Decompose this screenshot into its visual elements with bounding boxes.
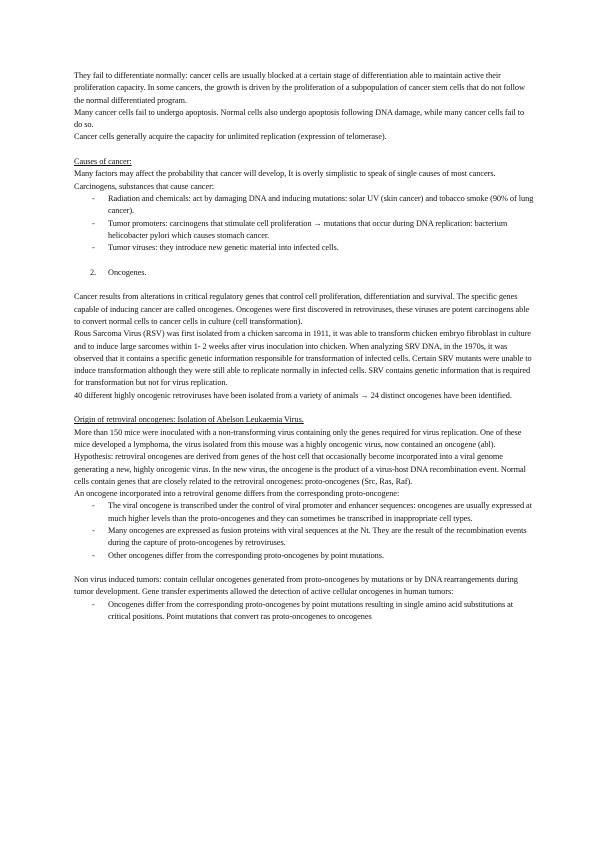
list-item: - Oncogenes differ from the corresponding proto-oncogenes by point mutations resulting in single amino acid substitutions at critical positions. Point mutations that convert ras proto-oncogenes to oncogenes (74, 599, 534, 624)
causes-list (74, 193, 534, 254)
origin-paragraph-3: An oncogene incorporated into a retroviral genome differs from the corresponding proto-oncogene: (74, 489, 400, 499)
list-item: - The viral oncogene is transcribed under the control of viral promoter and enhancer sequences: oncogenes are usually expressed at much higher levels than the proto-oncogenes and they can sometimes be transcribed in inappropriate cell types. (74, 500, 534, 525)
intro-paragraph-3: Cancer cells generally acquire the capacity for unlimited replication (expression of telomerase). (74, 132, 387, 142)
causes-text: Many factors may affect the probability that cancer will develop, It is overly simplistic to speak of single causes of most cancers. Carcinogens, substances that cause cancer: (74, 169, 496, 191)
section-title: Oncogenes. (108, 267, 147, 277)
intro-paragraph-1: They fail to differentiate normally: cancer cells are usually blocked at a certain stage of differentiation able to maintain active their proliferation capacity. In some cancers, the growth is driven by the proliferation of a subpopulation of cancer stem cells that do not follow the normal differentiated program. (74, 71, 525, 105)
causes-heading: Causes of cancer: (74, 157, 132, 167)
nonvirus-list (74, 599, 534, 624)
list-item: - Other oncogenes differ from the corresponding proto-oncogenes by point mutations. (74, 550, 534, 562)
oncogenes-paragraph-2: Rous Sarcoma Virus (RSV) was first isolated from a chicken sarcoma in 1911, it was able to transform chicken embryo fibroblast in culture and to induce large sarcomes within 1- 2 weeks after virus inoculation into chicken. When analyzing SRV DNA, in the 1970s, it was observed that it contains a specific genetic information responsible for transformation of infected cells. Certain SRV mutants were unable to induce transformation although they were still able to replicate normally in infected cells. SRV contains genetic information that is required for transformation but not for virus replication. (74, 329, 532, 388)
oncogenes-paragraph-1: Cancer results from alterations in critical regulatory genes that control cell proliferation, differentiation and survival. The specific genes capable of inducing cancer are called oncogenes. Oncogenes were first discovered in retroviruses, these viruses are potent carcinogens able to convert normal cells to cancer cells in culture (cell transformation). (74, 292, 530, 326)
section-number: 2. (90, 267, 97, 277)
origin-list (74, 500, 534, 561)
origin-heading: Origin of retroviral oncogenes: Isolation of Abelson Leukaemia Virus. (74, 415, 304, 425)
document-page (74, 70, 534, 623)
list-item: - Many oncogenes are expressed as fusion proteins with viral sequences at the Nt. They are the result of the recombination events during the capture of proto-oncogenes by retroviruses. (74, 525, 534, 550)
oncogenes-section-title (74, 267, 534, 279)
list-item: - Radiation and chemicals: act by damaging DNA and inducing mutations: solar UV (skin cancer) and tobacco smoke (90% of lung cancer). (74, 193, 534, 218)
origin-paragraph-2: Hypothesis: retroviral oncogenes are derived from genes of the host cell that occasionally become incorporated into a viral genome generating a new, highly oncogenic virus. In the new virus, the oncogene is the product of a virus-host DNA recombination event. Normal cells contain genes that are closely related to the retroviral oncogenes: proto-oncogenes (Src, Ras, Raf). (74, 452, 526, 486)
list-item: - Tumor viruses: they introduce new genetic material into infected cells. (74, 242, 534, 254)
list-item: - Tumor promoters: carcinogens that stimulate cell proliferation → mutations that occur during DNA replication: bacterium helicobacter pylori which causes stomach cancer. (74, 218, 534, 243)
intro-paragraph-2: Many cancer cells fail to undergo apoptosis. Normal cells also undergo apoptosis following DNA damage, while many cancer cells fail to do so. (74, 107, 525, 130)
oncogenes-paragraph-3: 40 different highly oncogenic retroviruses have been isolated from a variety of animals → 24 distinct oncogenes have been identified. (74, 390, 512, 400)
nonvirus-text: Non virus induced tumors: contain cellular oncogenes generated from proto-oncogenes by mutations or by DNA rearrangements during tumor development. Gene transfer experiments allowed the detection of active cellular oncogenes in human tumors: (74, 575, 518, 597)
origin-paragraph-1: More than 150 mice were inoculated with a non-transforming virus containing only the genes required for virus replication. One of these mice developed a lymphoma, the virus isolated from this mouse was a highly oncogenic virus, now contained an oncogene (abl). (74, 427, 522, 449)
